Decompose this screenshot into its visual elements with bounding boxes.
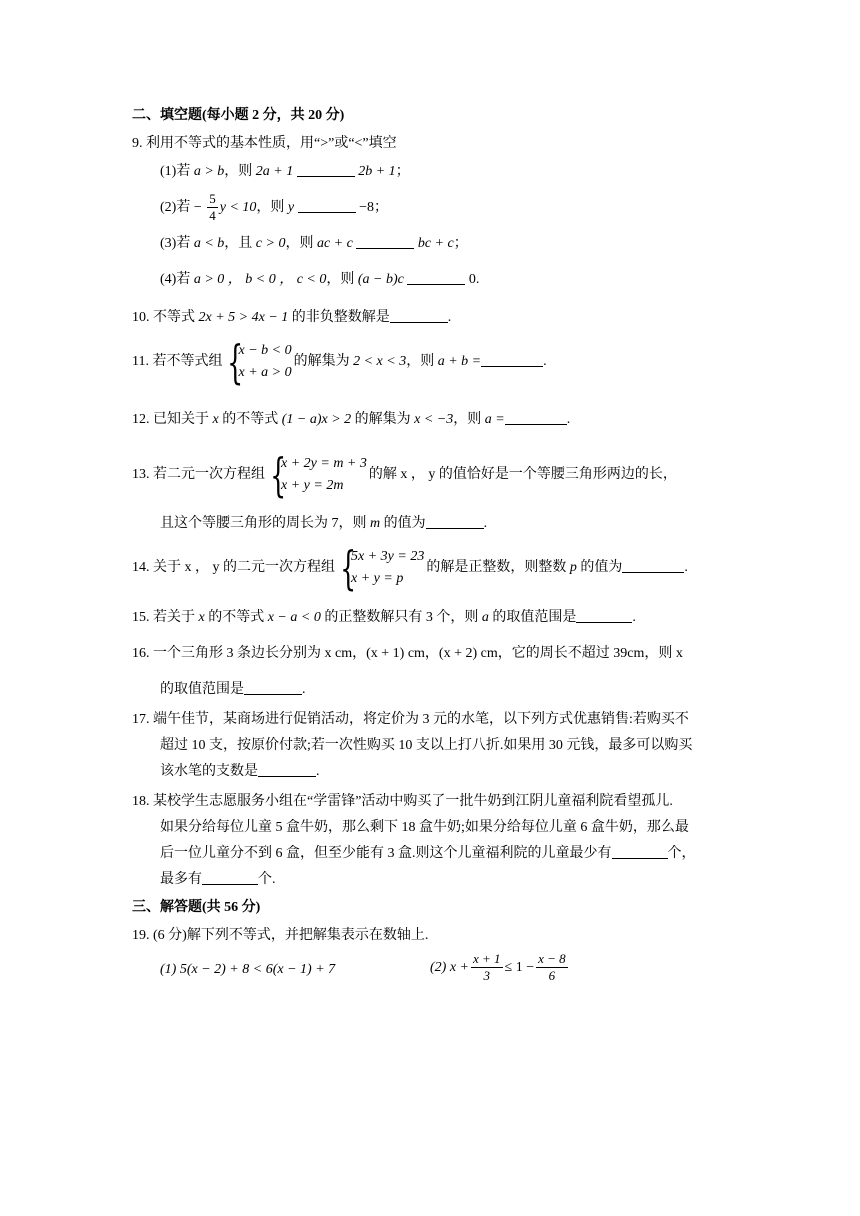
left-brace: { — [227, 334, 244, 389]
question-17-line-2: 超过 10 支，按原价付款;若一次性购买 10 支以上打八折.如果用 30 元钱，最多可以购买 — [160, 738, 693, 753]
text: (3)若 — [160, 236, 194, 251]
text: . — [684, 560, 688, 575]
math: 2x + 5 > 4x − 1 — [198, 310, 289, 325]
text: 的取值范围是 — [488, 610, 577, 625]
text: . — [566, 412, 571, 427]
text: 11. 若不等式组 — [132, 354, 223, 369]
text: 的非负整数解是 — [288, 310, 390, 325]
system-row: 5x + 3y = 23 — [351, 548, 425, 564]
math: x — [212, 412, 219, 427]
denominator: 3 — [483, 968, 491, 984]
text: 13. 若二元一次方程组 — [132, 467, 265, 482]
question-9-stem: 9. 利用不等式的基本性质，用“>”或“<”填空 — [132, 136, 397, 151]
math: c > 0 — [255, 236, 286, 251]
math: (2) x + — [430, 960, 469, 975]
system-row: x − b < 0 — [238, 342, 292, 358]
answer-blank[interactable] — [426, 514, 484, 529]
question-9-part-4 — [160, 270, 479, 290]
answer-blank[interactable] — [202, 870, 258, 885]
answer-blank[interactable] — [297, 162, 355, 177]
math: (a − b)c — [357, 272, 404, 287]
text: (4)若 — [160, 272, 194, 287]
text: . — [475, 272, 480, 287]
text: ，则 — [224, 164, 256, 179]
numerator: x − 8 — [538, 951, 566, 967]
left-brace: { — [270, 447, 287, 502]
text: 的正整数解只有 3 个，则 — [320, 610, 482, 625]
text: (2)若 − — [160, 200, 206, 215]
system-row: x + y = 2m — [281, 477, 344, 493]
text: . — [483, 516, 488, 531]
text: 最多有 — [160, 872, 202, 887]
fraction — [536, 951, 568, 984]
text: ； — [395, 164, 410, 179]
math: a < b — [193, 236, 225, 251]
text: 的解集为 — [293, 354, 354, 369]
math: y < 10 — [219, 200, 257, 215]
question-18-line-3 — [160, 844, 696, 864]
section-heading-answers: 三、解答题(共 56 分) — [132, 900, 261, 915]
question-19-stem: 19. (6 分)解下列不等式，并把解集表示在数轴上. — [132, 928, 429, 943]
answer-blank[interactable] — [356, 234, 414, 249]
math: 2 < x < 3 — [353, 354, 407, 369]
text: . — [447, 310, 452, 325]
math: −8 — [359, 200, 375, 215]
numerator: 5 — [209, 191, 216, 207]
text: 后一位儿童分不到 6 盒，但至少能有 3 盒.则这个儿童福利院的儿童最少有 — [160, 846, 612, 861]
math: p — [569, 560, 577, 575]
fraction — [471, 951, 503, 984]
question-18-line-1: 18. 某校学生志愿服务小组在“学雷锋”活动中购买了一批牛奶到江阴儿童福利院看望孤儿. — [132, 794, 673, 809]
question-15 — [132, 608, 636, 628]
text: ，则 — [285, 236, 317, 251]
text: 的解 x ， y 的值恰好是一个等腰三角形两边的长， — [368, 467, 677, 482]
answer-blank[interactable] — [244, 680, 302, 695]
text: ，则 — [256, 200, 288, 215]
math: 2b + 1 — [358, 164, 396, 179]
text: ，则 — [453, 412, 485, 427]
question-10 — [132, 308, 451, 328]
math: ≤ 1 − — [504, 960, 535, 975]
system-row: x + y = p — [351, 570, 404, 586]
text: 的值为 — [380, 516, 426, 531]
answer-blank[interactable] — [612, 844, 668, 859]
math: x − a < 0 — [267, 610, 321, 625]
text: 10. 不等式 — [132, 310, 199, 325]
math: a > 0 ， b < 0 ， c < 0 — [193, 272, 327, 287]
math: y — [287, 200, 295, 215]
text: 个. — [258, 872, 276, 887]
answer-blank[interactable] — [622, 558, 684, 573]
math: a > b — [193, 164, 225, 179]
question-9-part-2 — [160, 190, 388, 226]
answer-blank[interactable] — [576, 608, 632, 623]
math: ac + c — [316, 236, 353, 251]
question-13-line-2 — [160, 514, 487, 534]
question-12 — [132, 410, 570, 430]
fraction — [207, 191, 218, 224]
text: 的不等式 — [218, 412, 282, 427]
text: ，则 — [326, 272, 358, 287]
question-17-line-1: 17. 端午佳节，某商场进行促销活动，将定价为 3 元的水笔，以下列方式优惠销售:若购买不 — [132, 712, 689, 727]
math: bc + c — [417, 236, 454, 251]
question-18-line-4 — [160, 870, 276, 890]
text: 15. 若关于 — [132, 610, 199, 625]
math: 2a + 1 — [255, 164, 294, 179]
text: (1)若 — [160, 164, 194, 179]
question-19-part-2 — [430, 948, 570, 988]
question-13 — [132, 447, 677, 502]
text: . — [632, 610, 636, 625]
text: 的不等式 — [204, 610, 268, 625]
math: 0 — [468, 272, 476, 287]
denominator: 4 — [209, 208, 216, 224]
math: a = — [484, 412, 505, 427]
question-16-line-2 — [160, 680, 306, 700]
text: 的解集为 — [351, 412, 415, 427]
equation-system — [224, 334, 292, 389]
numerator: x + 1 — [473, 951, 501, 967]
text: . — [316, 764, 320, 779]
question-11 — [132, 334, 547, 389]
section-heading-fill-blank: 二、填空题(每小题 2 分，共 20 分) — [132, 108, 345, 123]
text: 的值为 — [576, 560, 623, 575]
math: m — [370, 516, 381, 531]
text: 14. 关于 x ， y 的二元一次方程组 — [132, 560, 335, 575]
question-17-line-3 — [160, 762, 320, 782]
text: 12. 已知关于 — [132, 412, 213, 427]
text: ； — [453, 236, 468, 251]
math: a + b = — [437, 354, 482, 369]
question-19-part-1: (1) 5(x − 2) + 8 < 6(x − 1) + 7 — [160, 962, 336, 977]
text: 个， — [667, 846, 696, 861]
text: ，且 — [224, 236, 256, 251]
question-18-line-2: 如果分给每位儿童 5 盒牛奶，那么剩下 18 盒牛奶;如果分给每位儿童 6 盒牛奶，那么最 — [160, 820, 689, 835]
answer-blank[interactable] — [505, 410, 567, 425]
answer-blank[interactable] — [298, 198, 356, 213]
text: . — [543, 354, 547, 369]
equation-system — [337, 540, 425, 595]
answer-blank[interactable] — [407, 270, 465, 285]
answer-blank[interactable] — [258, 762, 316, 777]
text: 且这个等腰三角形的周长为 7，则 — [160, 516, 370, 531]
question-16-line-1: 16. 一个三角形 3 条边长分别为 x cm，(x + 1) cm，(x + 2) cm，它的周长不超过 39cm，则 x — [132, 646, 683, 661]
text: ，则 — [406, 354, 438, 369]
text: ； — [374, 200, 389, 215]
left-brace: { — [340, 540, 357, 595]
math: a — [481, 610, 489, 625]
text: . — [302, 682, 306, 697]
denominator: 6 — [548, 968, 556, 984]
math: (1 − a)x > 2 — [281, 412, 352, 427]
math: x < −3 — [414, 412, 454, 427]
equation-system — [267, 447, 367, 502]
text: 该水笔的支数是 — [160, 764, 258, 779]
system-row: x + 2y = m + 3 — [281, 455, 367, 471]
math: x — [198, 610, 205, 625]
question-14 — [132, 540, 688, 595]
answer-blank[interactable] — [390, 308, 448, 323]
text: 的取值范围是 — [160, 682, 244, 697]
question-9-part-3 — [160, 234, 468, 254]
answer-blank[interactable] — [481, 352, 543, 367]
system-row: x + a > 0 — [238, 364, 292, 380]
question-9-part-1 — [160, 162, 410, 182]
text: 的解是正整数，则整数 — [426, 560, 570, 575]
